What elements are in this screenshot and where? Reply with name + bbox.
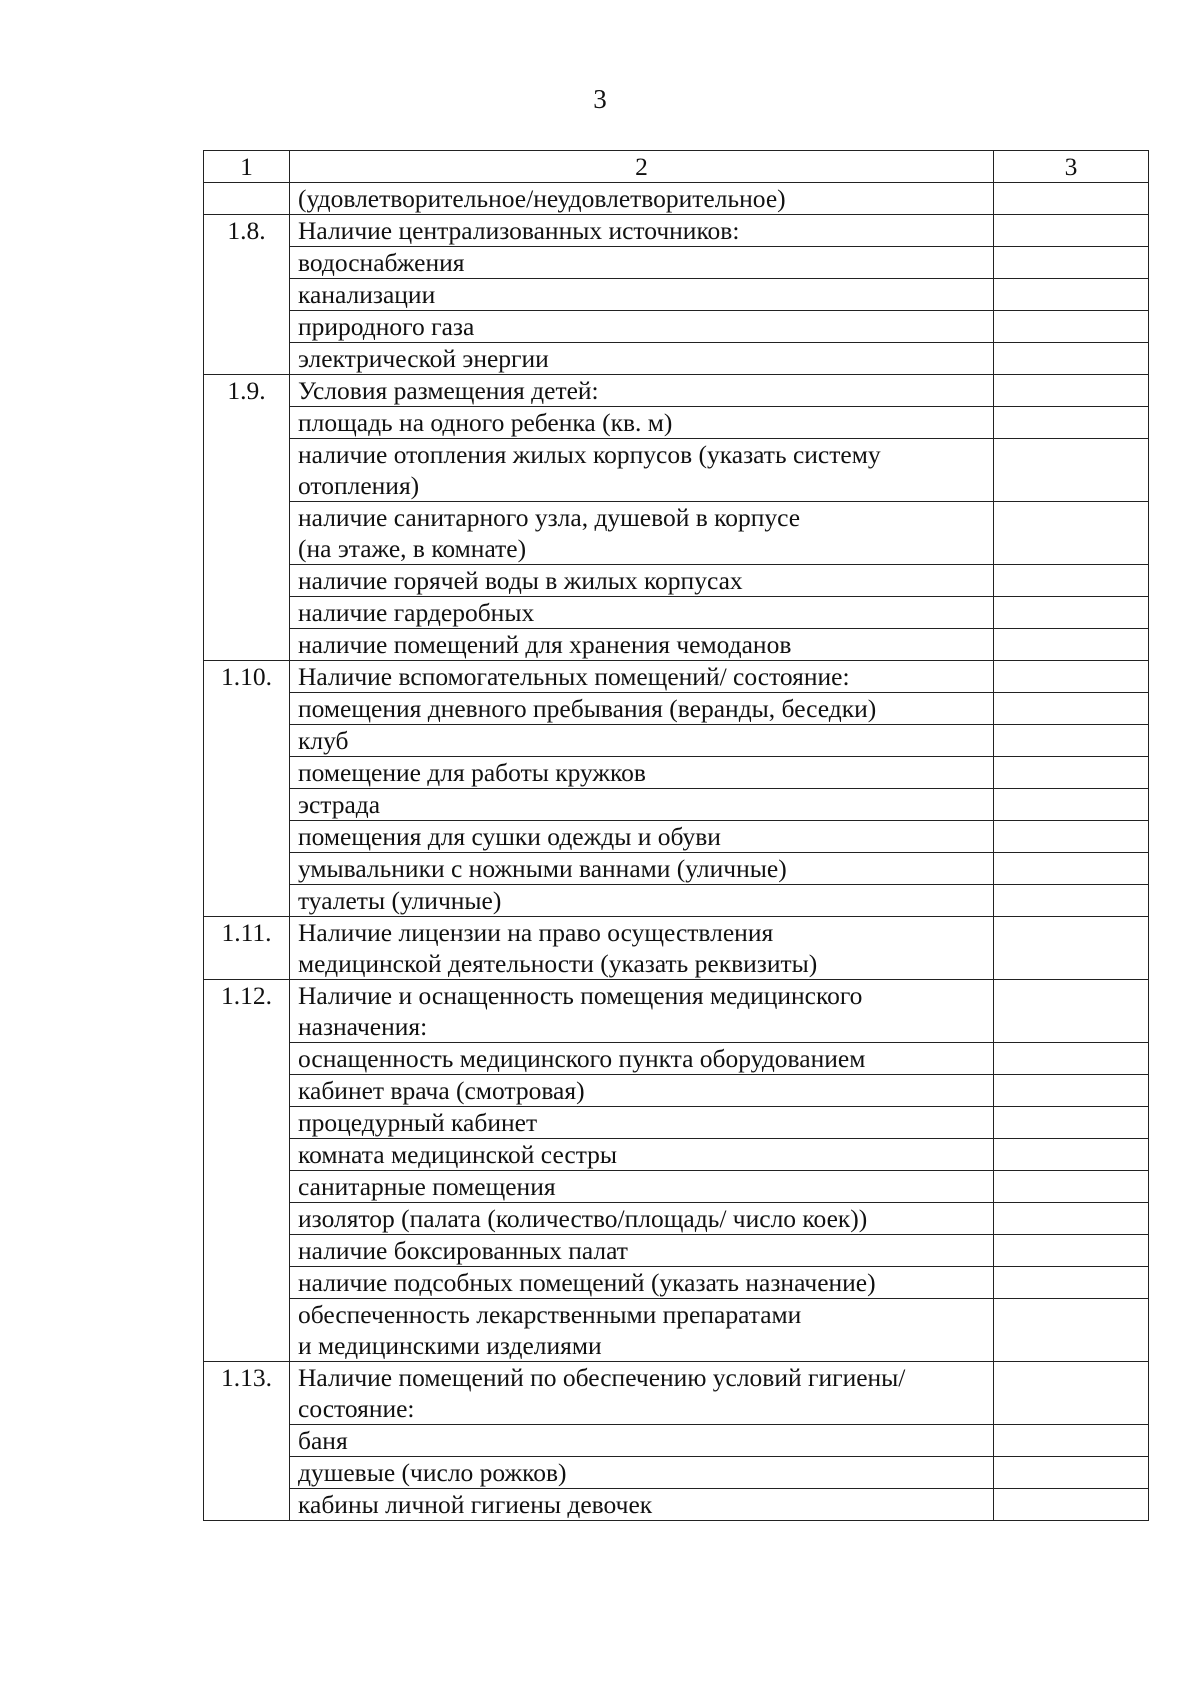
item-value-cell[interactable] [994,1489,1149,1521]
table-row [204,1299,1149,1362]
item-number [204,1267,290,1299]
item-number [204,821,290,853]
item-description: Наличие помещений по обеспечению условий гигиены/ состояние: [290,1362,994,1425]
item-number [204,853,290,885]
item-number [204,1075,290,1107]
item-number: 1.9. [204,375,290,407]
item-number [204,247,290,279]
item-value-cell[interactable] [994,375,1149,407]
item-description: эстрада [290,789,994,821]
item-description: наличие помещений для хранения чемоданов [290,629,994,661]
item-description: наличие гардеробных [290,597,994,629]
row-group [204,375,1149,661]
table-row [204,1235,1149,1267]
item-number [204,183,290,215]
table-row [204,1075,1149,1107]
table-row [204,407,1149,439]
table-row [204,1425,1149,1457]
item-description: кабинет врача (смотровая) [290,1075,994,1107]
table-header-row [204,151,1149,183]
item-description: помещения для сушки одежды и обуви [290,821,994,853]
row-group [204,215,1149,375]
item-value-cell[interactable] [994,693,1149,725]
table-row [204,343,1149,375]
row-group [204,661,1149,917]
table-row [204,597,1149,629]
item-description: помещение для работы кружков [290,757,994,789]
item-value-cell[interactable] [994,311,1149,343]
item-value-cell[interactable] [994,1299,1149,1362]
row-group [204,183,1149,215]
item-number: 1.10. [204,661,290,693]
item-description: Условия размещения детей: [290,375,994,407]
item-number [204,885,290,917]
item-number [204,407,290,439]
item-description: Наличие вспомогательных помещений/ состояние: [290,661,994,693]
row-group [204,917,1149,980]
item-description: наличие отопления жилых корпусов (указать систему отопления) [290,439,994,502]
table-row [204,183,1149,215]
item-number [204,565,290,597]
table-row [204,917,1149,980]
table-row [204,1489,1149,1521]
item-number [204,343,290,375]
item-value-cell[interactable] [994,789,1149,821]
table-row [204,725,1149,757]
item-number [204,789,290,821]
item-description: природного газа [290,311,994,343]
item-description: Наличие и оснащенность помещения медицинского назначения: [290,980,994,1043]
item-description: помещения дневного пребывания (веранды, беседки) [290,693,994,725]
header-col-2: 2 [290,151,994,183]
table-row [204,1043,1149,1075]
table-row [204,1267,1149,1299]
item-description: площадь на одного ребенка (кв. м) [290,407,994,439]
table-row [204,375,1149,407]
item-number [204,439,290,502]
item-value-cell[interactable] [994,1203,1149,1235]
item-number [204,1425,290,1457]
table-row [204,980,1149,1043]
item-value-cell[interactable] [994,247,1149,279]
item-description: электрической энергии [290,343,994,375]
item-number: 1.13. [204,1362,290,1425]
item-description: процедурный кабинет [290,1107,994,1139]
table-row [204,853,1149,885]
item-number [204,757,290,789]
table-row [204,279,1149,311]
item-value-cell[interactable] [994,725,1149,757]
table-row [204,885,1149,917]
table-row [204,757,1149,789]
item-value-cell[interactable] [994,917,1149,980]
item-number [204,1489,290,1521]
item-number [204,1107,290,1139]
item-description: обеспеченность лекарственными препаратами и медицинскими изделиями [290,1299,994,1362]
item-value-cell[interactable] [994,502,1149,565]
item-description: канализации [290,279,994,311]
row-group [204,980,1149,1362]
table-row [204,1457,1149,1489]
item-number [204,629,290,661]
header-col-3: 3 [994,151,1149,183]
item-value-cell[interactable] [994,597,1149,629]
item-description: (удовлетворительное/неудовлетворительное) [290,183,994,215]
item-value-cell[interactable] [994,629,1149,661]
item-value-cell[interactable] [994,407,1149,439]
item-value-cell[interactable] [994,183,1149,215]
item-number [204,725,290,757]
item-number [204,693,290,725]
item-number [204,1139,290,1171]
table-row [204,821,1149,853]
item-description: наличие боксированных палат [290,1235,994,1267]
item-number [204,502,290,565]
inspection-table [203,150,1149,1521]
table-row [204,1107,1149,1139]
table-row [204,629,1149,661]
item-number [204,1235,290,1267]
header-col-1: 1 [204,151,290,183]
item-description: оснащенность медицинского пункта оборудованием [290,1043,994,1075]
item-number: 1.8. [204,215,290,247]
item-description: умывальники с ножными ваннами (уличные) [290,853,994,885]
table-row [204,1171,1149,1203]
item-number: 1.11. [204,917,290,980]
table-row [204,1203,1149,1235]
item-value-cell[interactable] [994,343,1149,375]
item-description: комната медицинской сестры [290,1139,994,1171]
item-description: водоснабжения [290,247,994,279]
table-row [204,502,1149,565]
item-number: 1.12. [204,980,290,1043]
item-value-cell[interactable] [994,1171,1149,1203]
table-row [204,565,1149,597]
table-row [204,311,1149,343]
item-description: Наличие централизованных источников: [290,215,994,247]
item-value-cell[interactable] [994,1107,1149,1139]
table-row [204,1139,1149,1171]
table-row [204,789,1149,821]
item-description: санитарные помещения [290,1171,994,1203]
item-value-cell[interactable] [994,1425,1149,1457]
page-number: 3 [593,84,607,114]
item-description: туалеты (уличные) [290,885,994,917]
item-description: наличие горячей воды в жилых корпусах [290,565,994,597]
item-value-cell[interactable] [994,980,1149,1043]
item-value-cell[interactable] [994,661,1149,693]
item-value-cell[interactable] [994,215,1149,247]
item-description: душевые (число рожков) [290,1457,994,1489]
item-number [204,1457,290,1489]
item-number [204,1203,290,1235]
table-row [204,1362,1149,1425]
item-description: Наличие лицензии на право осуществления медицинской деятельности (указать реквизиты) [290,917,994,980]
item-value-cell[interactable] [994,1457,1149,1489]
item-value-cell[interactable] [994,853,1149,885]
item-number [204,311,290,343]
table-row [204,215,1149,247]
table-row [204,439,1149,502]
item-value-cell[interactable] [994,1362,1149,1425]
item-description: наличие подсобных помещений (указать назначение) [290,1267,994,1299]
item-value-cell[interactable] [994,1043,1149,1075]
item-description: наличие санитарного узла, душевой в корпусе (на этаже, в комнате) [290,502,994,565]
item-value-cell[interactable] [994,757,1149,789]
item-value-cell[interactable] [994,1139,1149,1171]
item-number [204,279,290,311]
item-description: кабины личной гигиены девочек [290,1489,994,1521]
item-value-cell[interactable] [994,1075,1149,1107]
table-row [204,247,1149,279]
item-value-cell[interactable] [994,821,1149,853]
item-value-cell[interactable] [994,279,1149,311]
item-number [204,1171,290,1203]
item-value-cell[interactable] [994,1235,1149,1267]
item-number [204,1043,290,1075]
item-number [204,597,290,629]
row-group [204,1362,1149,1521]
table-row [204,693,1149,725]
item-description: клуб [290,725,994,757]
item-value-cell[interactable] [994,439,1149,502]
table-row [204,661,1149,693]
item-description: баня [290,1425,994,1457]
item-number [204,1299,290,1362]
item-value-cell[interactable] [994,565,1149,597]
item-description: изолятор (палата (количество/площадь/ число коек)) [290,1203,994,1235]
item-value-cell[interactable] [994,885,1149,917]
item-value-cell[interactable] [994,1267,1149,1299]
